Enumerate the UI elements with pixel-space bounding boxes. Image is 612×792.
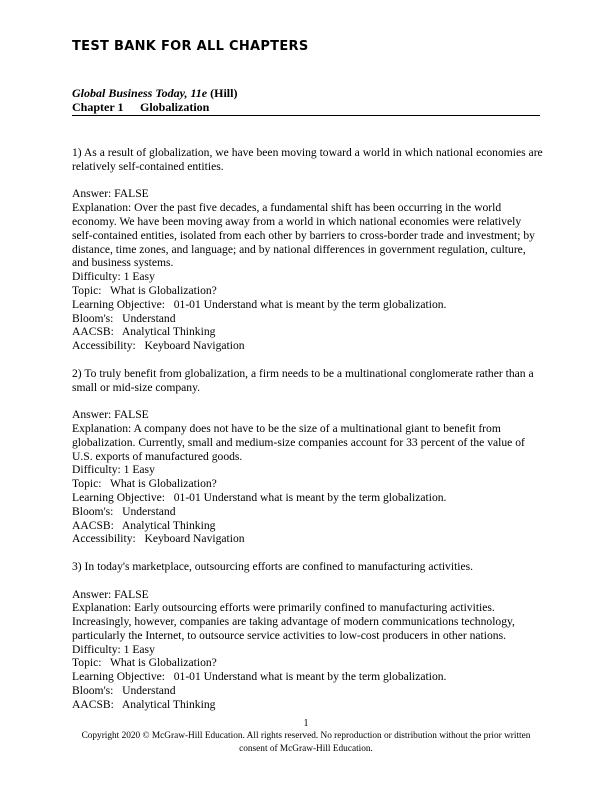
difficulty: Difficulty: 1 Easy xyxy=(72,270,155,284)
chapter-title: Globalization xyxy=(140,100,210,114)
answer: Answer: FALSE xyxy=(72,587,149,601)
chapter-label: Chapter 1 xyxy=(72,100,124,114)
aacsb: AACSB: Analytical Thinking xyxy=(72,518,216,532)
aacsb: AACSB: Analytical Thinking xyxy=(72,697,216,711)
test-bank-banner: TEST BANK FOR ALL CHAPTERS xyxy=(72,39,309,54)
answer: Answer: FALSE xyxy=(72,187,149,201)
page-number: 1 xyxy=(303,718,309,729)
learning-objective: Learning Objective: 01-01 Understand what is meant by the term globalization. xyxy=(72,670,447,684)
question-text: 1) As a result of globalization, we have been moving toward a world in which national economies are relatively self-contained entities. xyxy=(72,146,543,173)
blooms: Bloom's: Understand xyxy=(72,504,176,518)
explanation: Explanation: A company does not have to be the size of a multinational giant to benefit from globalization. Currently, small and medium-size companies account for 33 percent of the value of U.S. exports of manufactured goods. xyxy=(72,421,525,463)
topic: Topic: What is Globalization? xyxy=(72,283,217,297)
accessibility: Accessibility: Keyboard Navigation xyxy=(72,339,245,353)
question-text: 3) In today's marketplace, outsourcing efforts are confined to manufacturing activities. xyxy=(72,559,474,573)
blooms: Bloom's: Understand xyxy=(72,311,176,325)
topic: Topic: What is Globalization? xyxy=(72,656,217,670)
book-author: (Hill) xyxy=(210,86,238,100)
difficulty: Difficulty: 1 Easy xyxy=(72,642,155,656)
question-list xyxy=(72,146,544,725)
question-item xyxy=(72,146,544,353)
blooms: Bloom's: Understand xyxy=(72,684,176,698)
aacsb: AACSB: Analytical Thinking xyxy=(72,325,216,339)
topic: Topic: What is Globalization? xyxy=(72,477,217,491)
learning-objective: Learning Objective: 01-01 Understand what is meant by the term globalization. xyxy=(72,297,447,311)
answer: Answer: FALSE xyxy=(72,408,149,422)
book-heading xyxy=(72,86,237,100)
chapter-heading xyxy=(72,100,540,116)
book-title: Global Business Today, 11e xyxy=(72,86,208,100)
question-item xyxy=(72,367,544,546)
explanation: Explanation: Over the past five decades, a fundamental shift has been occurring in the world economy. We have been moving away from a world in which national economies were relatively self-contained entities, isolated from each other by barriers to cross-border trade and investment; by distance, time zones, and language; and by national differences in government regulation, culture, and business systems. xyxy=(72,201,535,270)
question-text: 2) To truly benefit from globalization, a firm needs to be a multinational conglomerate rather than a small or mid-size company. xyxy=(72,366,534,394)
difficulty: Difficulty: 1 Easy xyxy=(72,463,155,477)
copyright-footer: Copyright 2020 © McGraw-Hill Education. All rights reserved. No reproduction or distribution without the prior written consent of McGraw-Hill Education. xyxy=(81,731,531,754)
accessibility: Accessibility: Keyboard Navigation xyxy=(72,532,245,546)
explanation: Explanation: Early outsourcing efforts were primarily confined to manufacturing activities. Increasingly, however, companies are taking advantage of modern communications technology, particularly the Internet, to outsource service activities to low-cost producers in other nations. xyxy=(72,601,515,642)
learning-objective: Learning Objective: 01-01 Understand what is meant by the term globalization. xyxy=(72,490,447,504)
question-item xyxy=(72,560,544,712)
